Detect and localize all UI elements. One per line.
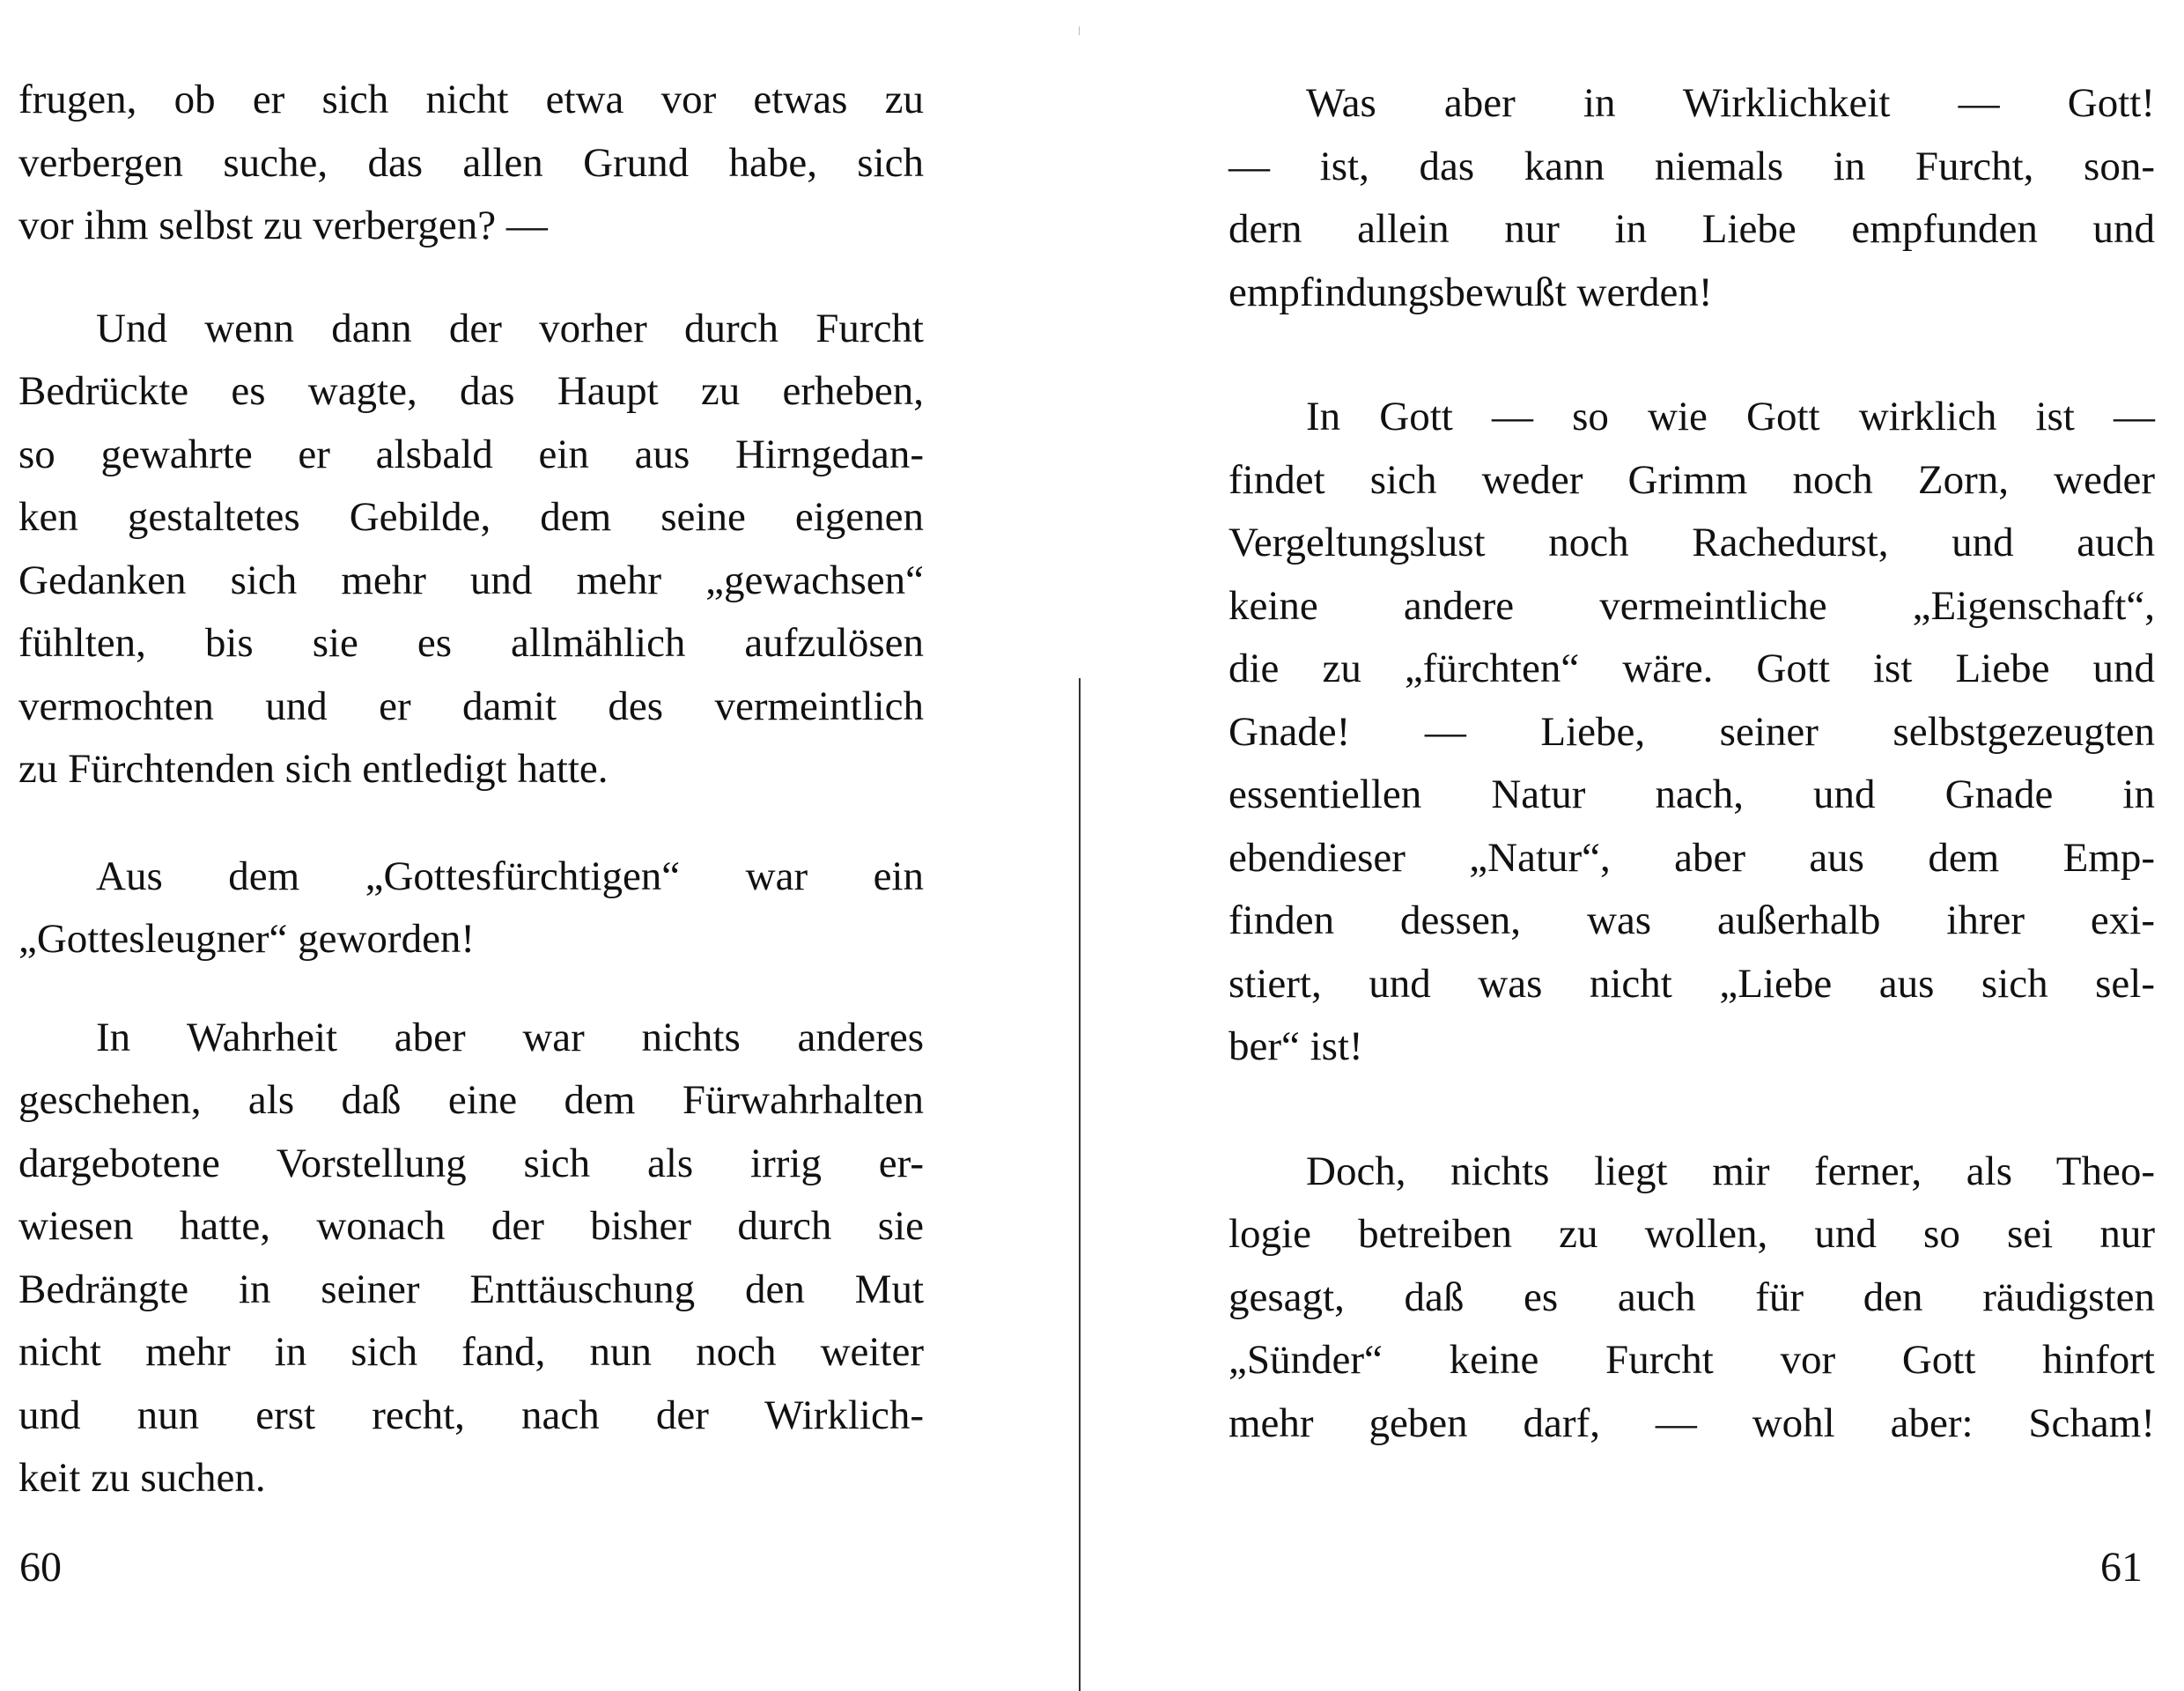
right-page — [1079, 0, 2184, 1691]
text-line: ken gestaltetes Gebilde, dem seine eigenen — [18, 494, 924, 540]
text-line: vermochten und er damit des vermeintlich — [18, 683, 924, 729]
text-line: Vergeltungslust noch Rachedurst, und auch — [1228, 520, 2155, 565]
right-page-text — [1228, 72, 2155, 1455]
text-line: geschehen, als daß eine dem Fürwahrhalten — [18, 1077, 924, 1123]
text-line: Gnade! — Liebe, seiner selbstgezeugten — [1228, 708, 2155, 755]
text-line: „Gottesleugner“ geworden! — [18, 916, 476, 962]
text-line: keine andere vermeintliche „Eigenschaft“, — [1228, 582, 2155, 629]
paragraph — [18, 1007, 924, 1510]
paragraph — [18, 69, 924, 258]
text-line: dern allein nur in Liebe empfunden und — [1228, 206, 2155, 252]
text-line: fühlten, bis sie es allmählich aufzulösen — [18, 620, 924, 666]
text-line: ber“ ist! — [1228, 1023, 1363, 1069]
text-line: Doch, nichts liegt mir ferner, als Theo- — [1306, 1148, 2155, 1194]
text-line: Was aber in Wirklichkeit — Gott! — [1306, 80, 2155, 126]
paragraph — [18, 846, 924, 971]
text-line: wiesen hatte, wonach der bisher durch sie — [18, 1203, 924, 1249]
text-line: die zu „fürchten“ wäre. Gott ist Liebe und — [1228, 646, 2155, 691]
text-line: nicht mehr in sich fand, nun noch weiter — [18, 1329, 924, 1375]
text-line: gesagt, daß es auch für den räudigsten — [1228, 1274, 2155, 1320]
paragraph — [1228, 72, 2155, 324]
paragraph — [1228, 386, 2155, 1079]
text-line: dargebotene Vorstellung sich als irrig er- — [18, 1140, 924, 1186]
page-number-left: 60 — [19, 1544, 62, 1591]
left-page — [0, 0, 1079, 1691]
left-page-text — [18, 69, 924, 1510]
text-line: Bedrängte in seiner Enttäuschung den Mut — [18, 1266, 924, 1312]
text-line: „Sünder“ keine Furcht vor Gott hinfort — [1228, 1337, 2155, 1383]
text-line: so gewahrte er alsbald ein aus Hirngedan- — [18, 431, 924, 477]
text-line: In Gott — so wie Gott wirklich ist — — [1306, 394, 2155, 439]
text-line: Bedrückte es wagte, das Haupt zu erheben, — [18, 368, 924, 414]
text-line: Aus dem „Gottesfürchtigen“ war ein — [96, 853, 924, 899]
text-line: Und wenn dann der vorher durch Furcht — [96, 305, 924, 351]
text-line: ebendieser „Natur“, aber aus dem Emp- — [1228, 834, 2155, 881]
page-number-right: 61 — [2100, 1544, 2143, 1591]
text-line: empfindungsbewußt werden! — [1228, 269, 1713, 315]
text-line: essentiellen Natur nach, und Gnade in — [1228, 772, 2155, 817]
text-line: finden dessen, was außerhalb ihrer exi- — [1228, 897, 2155, 943]
text-line: frugen, ob er sich nicht etwa vor etwas zu — [18, 77, 924, 122]
text-line: In Wahrheit aber war nichts anderes — [96, 1014, 924, 1060]
paragraph — [1228, 1141, 2155, 1456]
text-line: vor ihm selbst zu verbergen? — — [18, 203, 548, 248]
text-line: — ist, das kann niemals in Furcht, son- — [1228, 143, 2155, 189]
text-line: Gedanken sich mehr und mehr „gewachsen“ — [18, 557, 924, 603]
text-line: findet sich weder Grimm noch Zorn, weder — [1228, 456, 2155, 503]
text-line: verbergen suche, das allen Grund habe, sich — [18, 139, 924, 186]
paragraph — [18, 298, 924, 801]
text-line: zu Fürchtenden sich entledigt hatte. — [18, 746, 609, 792]
text-line: keit zu suchen. — [18, 1455, 266, 1501]
text-line: und nun erst recht, nach der Wirklich- — [18, 1392, 924, 1438]
text-line: mehr geben darf, — wohl aber: Scham! — [1228, 1399, 2155, 1446]
text-line: stiert, und was nicht „Liebe aus sich sel- — [1228, 960, 2155, 1007]
text-line: logie betreiben zu wollen, und so sei nur — [1228, 1211, 2155, 1257]
